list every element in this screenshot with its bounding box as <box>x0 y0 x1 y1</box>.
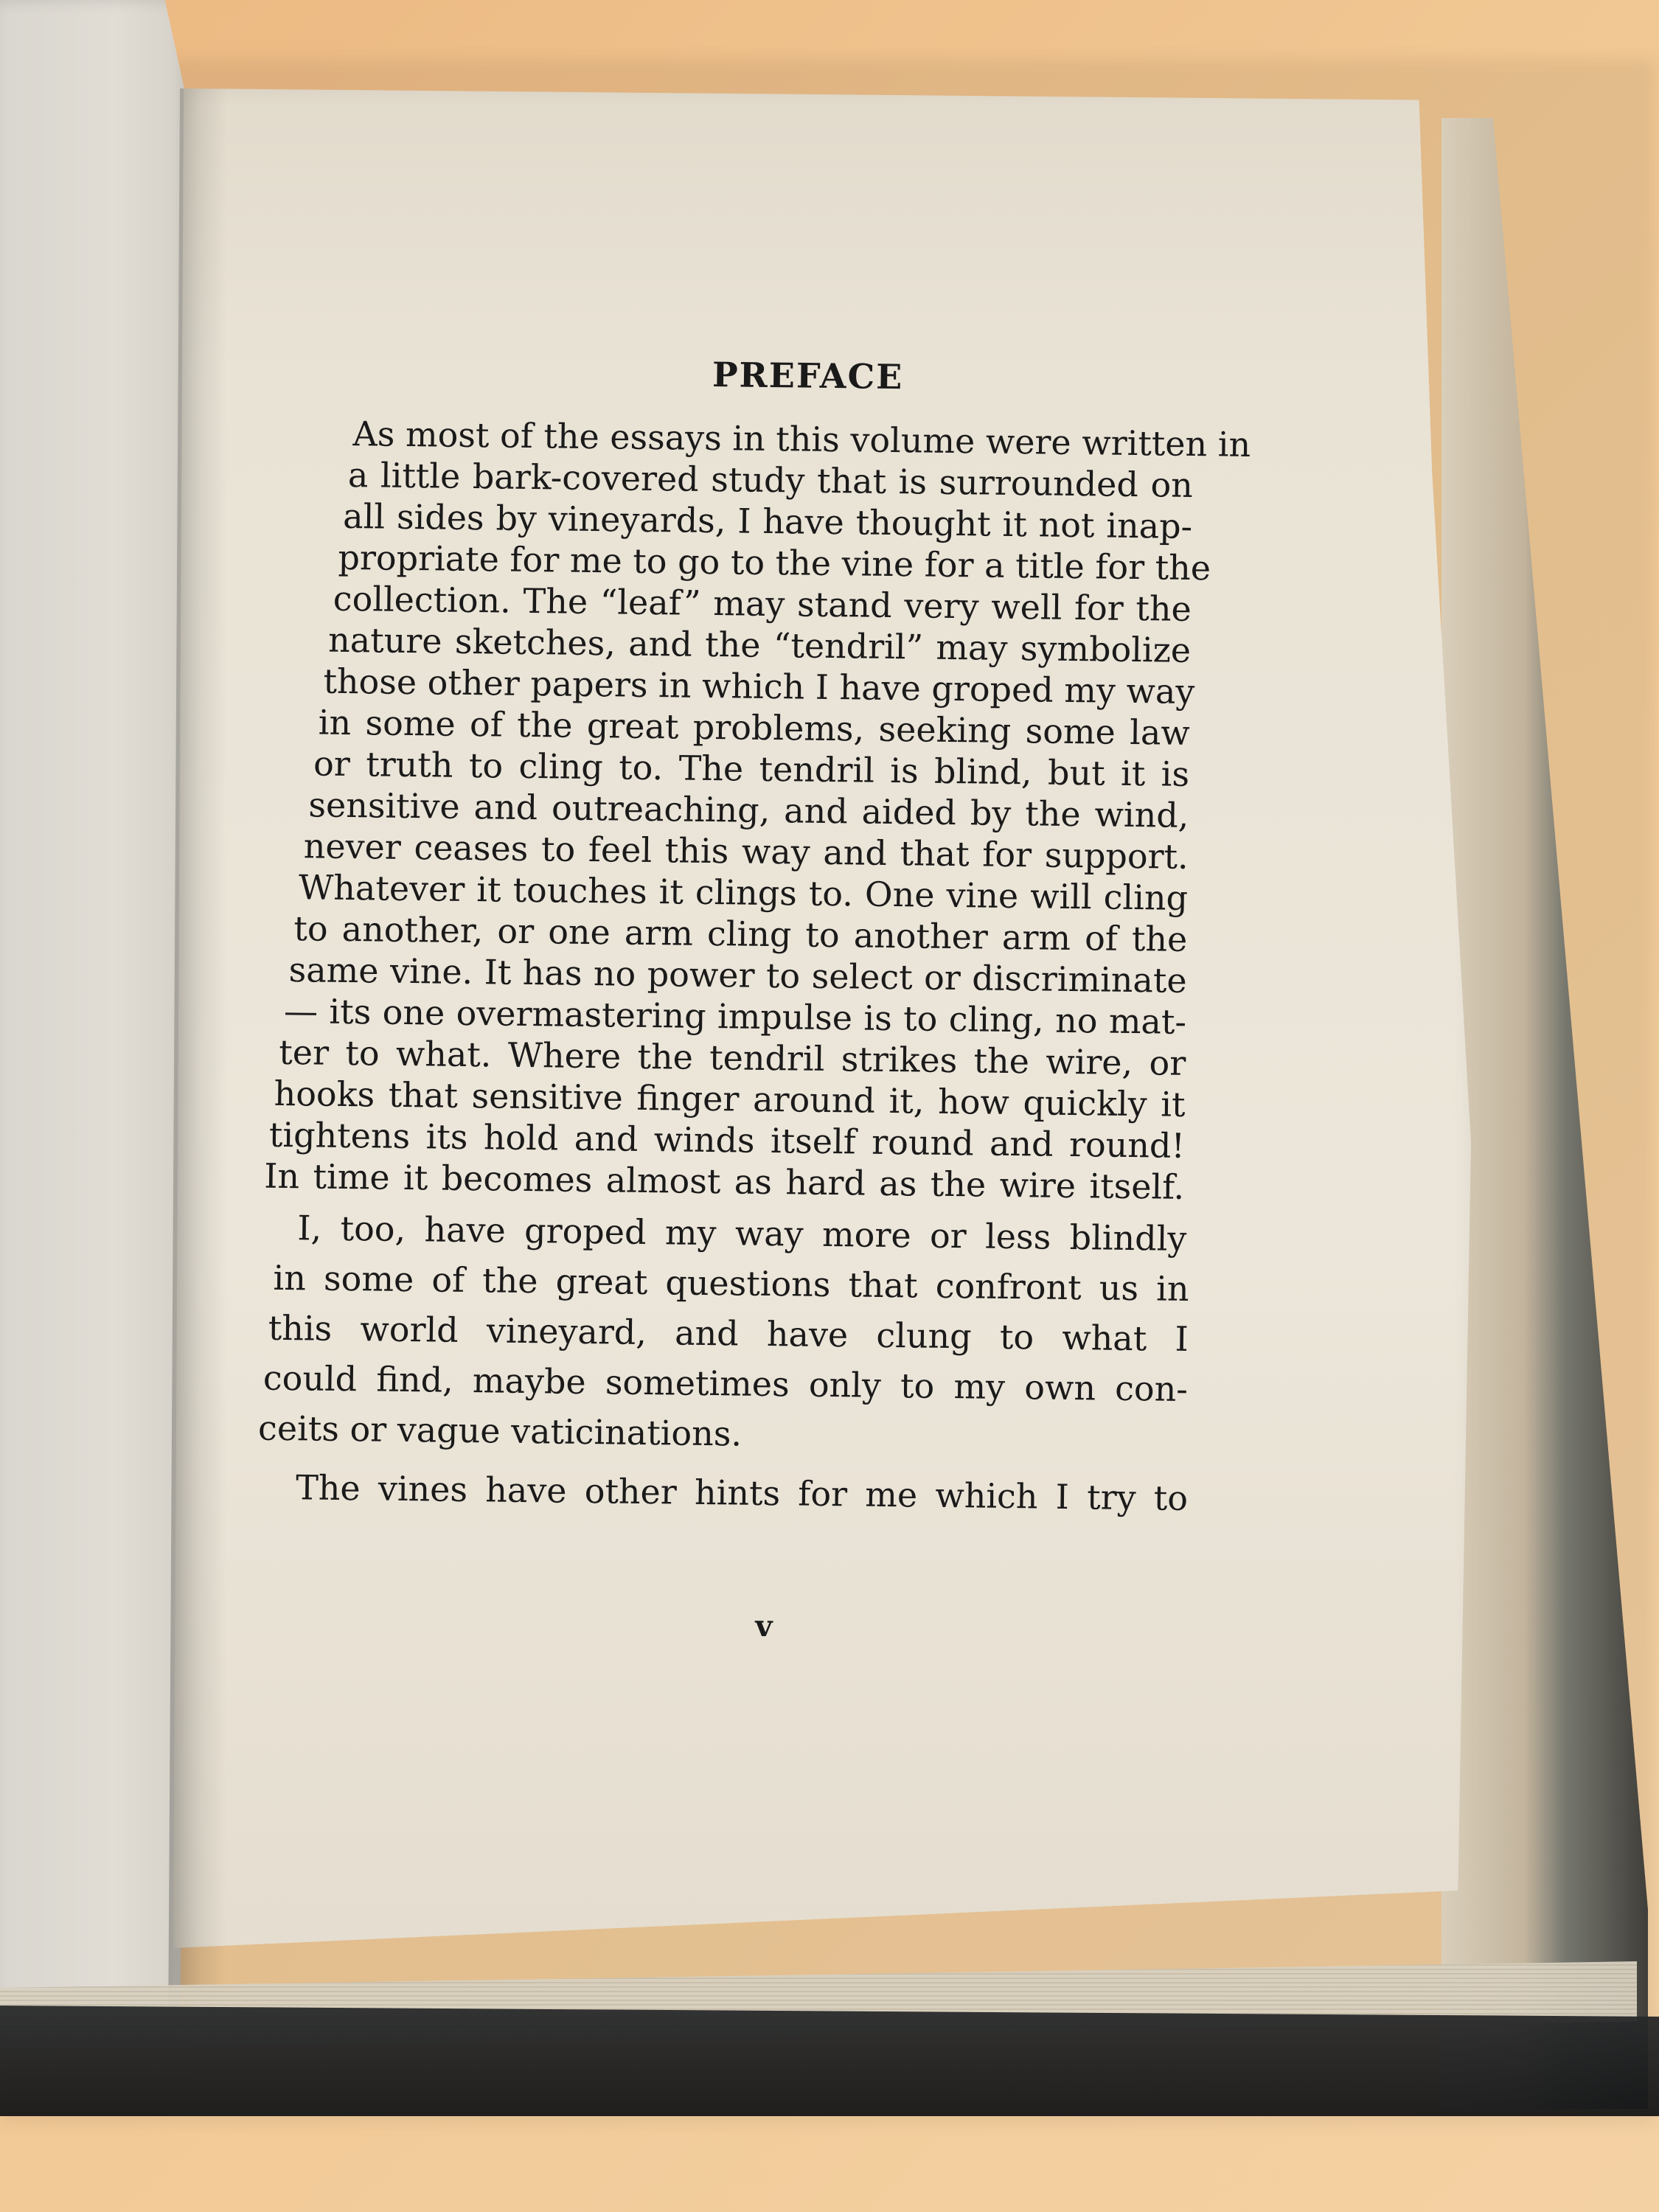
page-number: v <box>754 1608 773 1644</box>
text-line-18: tightens its hold and winds itself round and round! <box>268 1114 1186 1166</box>
text-line-21: in some of the great questions that confront us in <box>273 1257 1189 1310</box>
text-line-4: propriate for me to go to the vine for a title for the <box>338 537 1211 588</box>
text-line-6: nature sketches, and the “tendril” may symbolize <box>327 619 1192 670</box>
text-line-25: The vines have other hints for me which I try to <box>295 1467 1189 1519</box>
text-line-5: collection. The “leaf” may stand very well for the <box>333 578 1192 629</box>
text-line-20: I, too, have groped my way more or less blindly <box>297 1208 1187 1259</box>
book-cover-bottom-edge <box>0 2006 1659 2116</box>
text-line-2: a little bark-covered study that is surrounded on <box>347 454 1194 505</box>
text-line-23: could find, maybe sometimes only to my own con- <box>262 1357 1189 1409</box>
text-line-3: all sides by vineyards, I have thought it not inap- <box>342 495 1193 546</box>
text-line-19: In time it becomes almost as hard as the wire itself. <box>263 1155 1185 1207</box>
preface-title: PREFACE <box>712 355 904 397</box>
left-page <box>0 0 192 2035</box>
text-line-9: or truth to cling to. The tendril is blind, but it is <box>313 743 1190 794</box>
text-line-17: hooks that sensitive finger around it, how quickly it <box>274 1073 1186 1124</box>
text-line-1: As most of the essays in this volume were written in <box>352 414 1251 465</box>
text-line-14: same vine. It has no power to select or discriminate <box>288 950 1187 1001</box>
text-line-22: this world vineyard, and have clung to what I <box>268 1307 1189 1359</box>
text-line-13: to another, or one arm cling to another arm of the <box>293 908 1188 959</box>
text-line-10: sensitive and outreaching, and aided by the wind, <box>308 785 1189 835</box>
text-line-15: — its one overmastering impulse is to cling, no mat- <box>283 990 1187 1042</box>
text-line-16: ter to what. Where the tendril strikes the wire, or <box>279 1032 1186 1083</box>
text-line-7: those other papers in which I have groped my way <box>323 661 1195 712</box>
text-line-11: never ceases to feel this way and that for support. <box>303 826 1189 877</box>
text-line-12: Whatever it touches it clings to. One vine will cling <box>298 867 1189 918</box>
text-line-8: in some of the great problems, seeking some law <box>318 702 1191 753</box>
text-line-24: ceits or vague vaticinations. <box>257 1408 742 1454</box>
